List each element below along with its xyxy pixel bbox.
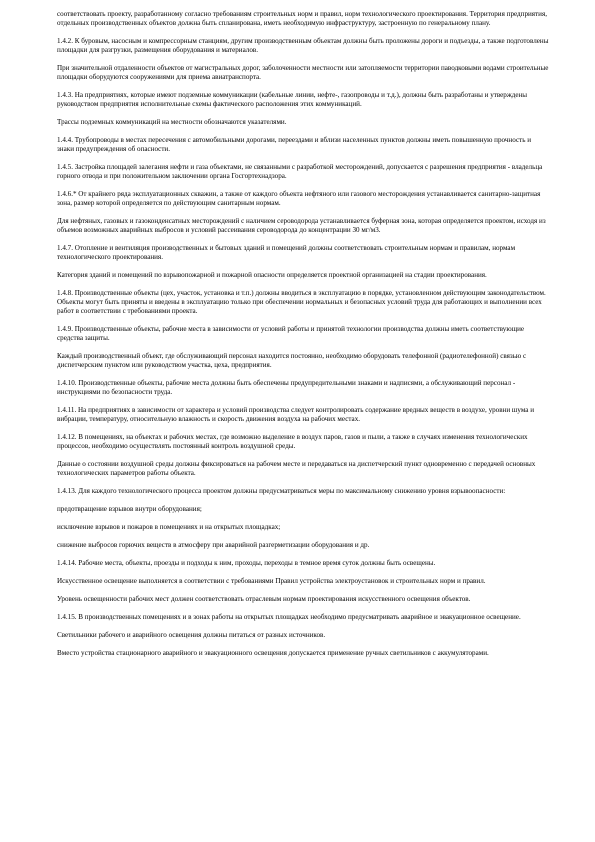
paragraph-air-data: Данные о состоянии воздушной среды должны фиксироваться на рабочем месте и передаваться на диспетчерский пункт одновременно с передачей основных технологических параметров работы объекта. [57,460,536,477]
paragraph-fire-exclusion: исключение взрывов и пожаров в помещениях и на открытых площадках; [57,523,281,531]
paragraph-1-4-11: 1.4.11. На предприятиях в зависимости от характера и условий производства следует контролировать содержание вредных веществ в воздухе, уровни шума и вибрации, температуру, относительную влажность и скорость движения воздуха на рабочих местах. [57,406,534,423]
paragraph-1-4-12: 1.4.12. В помещениях, на объектах и рабочих местах, где возможно выделение в воздух паров, газов и пыли, а также в случаях изменения технологических процессов, необходимо осуществлять постоянный контроль воздушной среды. [57,433,528,450]
paragraph-1-4-7: 1.4.7. Отопление и вентиляция производственных и бытовых зданий и помещений должны соответствовать строительным нормам и правилам, нормам технологического проектирования. [57,244,516,261]
paragraph-artificial-lighting: Искусственное освещение выполняется в соответствии с требованиями Правил устройства электроустановок и строительных норм и правил. [57,577,486,585]
paragraph-1-4-8: 1.4.8. Производственные объекты (цех, участок, установка и т.п.) должны вводиться в эксплуатацию в порядке, установленном действующим законодательством. Объекты могут быть приняты и введены в эксплуатацию только при обеспечении нормальных и безопасных условий труда для работающих и выполнении всех работ в соответствии с требованиями проекта. [57,289,546,315]
paragraph-1-4-13: 1.4.13. Для каждого технологического процесса проектом должны предусматриваться меры по максимальному снижению уровня взрывоопасности: [57,487,506,495]
paragraph-1-4-10: 1.4.10. Производственные объекты, рабочие места должны быть обеспечены предупредительными знаками и надписями, а обслуживающий персонал - инструкциями по безопасности труда. [57,379,516,396]
paragraph-1-4-14: 1.4.14. Рабочие места, объекты, проезды и подходы к ним, проходы, переходы в темное время суток должны быть освещены. [57,559,436,567]
paragraph-1-4-4: 1.4.4. Трубопроводы в местах пересечения с автомобильными дорогами, переездами и вблизи населенных пунктов должны иметь повышенную прочность и знаки предупреждения об опасности. [57,136,531,153]
paragraph-1-4-15: 1.4.15. В производственных помещениях и в зонах работы на открытых площадках необходимо предусматривать аварийное и эвакуационное освещение. [57,613,521,621]
paragraph-portable-lamps: Вместо устройства стационарного аварийного и эвакуационного освещения допускается применение ручных светильников с аккумуляторами. [57,649,489,657]
paragraph-1-4-3: 1.4.3. На предприятиях, которые имеют подземные коммуникации (кабельные линии, нефте-, газопроводы и т.д.), должны быть разработаны и утверждены руководством предприятия исполнительные схемы фактического расположения этих коммуникаций. [57,91,528,108]
paragraph-1-4-9: 1.4.9. Производственные объекты, рабочие места в зависимости от условий работы и принятой технологии производства должны иметь соответствующие средства защиты. [57,325,525,342]
paragraph-illumination-level: Уровень освещенности рабочих мест должен соответствовать отраслевым нормам проектирования искусственного освещения объектов. [57,595,471,603]
paragraph-1-4-5: 1.4.5. Застройка площадей залегания нефти и газа объектами, не связанными с разработкой месторождений, допускается с разрешения предприятия - владельца горного отвода и при положительном заключении органа Госгортехнадзора. [57,163,543,180]
paragraph-explosion-prevention: предотвращение взрывов внутри оборудования; [57,505,202,513]
paragraph-intro: соответствовать проекту, разработанному согласно требованиям строительных норм и правил, норм технологического проектирования. Территория предприятия, отдельных производственных объектов должна быть спланирована, иметь необходимую инфраструктуру, застроенную по генеральному плану. [57,10,547,27]
document-page [57,10,549,667]
paragraph-emission-reduction: снижение выбросов горючих веществ в атмосферу при аварийной разгерметизации оборудования и др. [57,541,370,549]
paragraph-telephone: Каждый производственный объект, где обслуживающий персонал находится постоянно, необходимо оборудовать телефонной (радиотелефонной) связью с диспетчерским пунктом или руководством участка, цеха, предприятия. [57,352,527,369]
paragraph-buffer-zone: Для нефтяных, газовых и газоконденсатных месторождений с наличием сероводорода устанавливается буферная зона, которая определяется проектом, исходя из объемов возможных аварийных выбросов и условий рассеивания сероводорода до концентрации 30 мг/м3. [57,217,546,234]
paragraph-1-4-6: 1.4.6.* От крайнего ряда эксплуатационных скважин, а также от каждого объекта нефтяного или газового месторождения устанавливается санитарно-защитная зона, размер которой определяется по действующим санитарным нормам. [57,190,541,207]
paragraph-1-4-2: 1.4.2. К буровым, насосным и компрессорным станциям, другим производственным объектам должны быть проложены дороги и подъезды, а также подготовлены площадки для разгрузки, размещения оборудования и материалов. [57,37,549,54]
paragraph-lamp-sources: Светильники рабочего и аварийного освещения должны питаться от разных источников. [57,631,326,639]
paragraph-airfield: При значительной отдаленности объектов от магистральных дорог, заболоченности местности или затопляемости территории паводковыми водами строительные площадки оборудуются сооружениями для приема авиатранспорта. [57,64,549,81]
paragraph-route-markers: Трассы подземных коммуникаций на местности обозначаются указателями. [57,118,287,126]
paragraph-category: Категория зданий и помещений по взрывопожарной и пожарной опасности определяется проектной организацией на стадии проектирования. [57,271,487,279]
